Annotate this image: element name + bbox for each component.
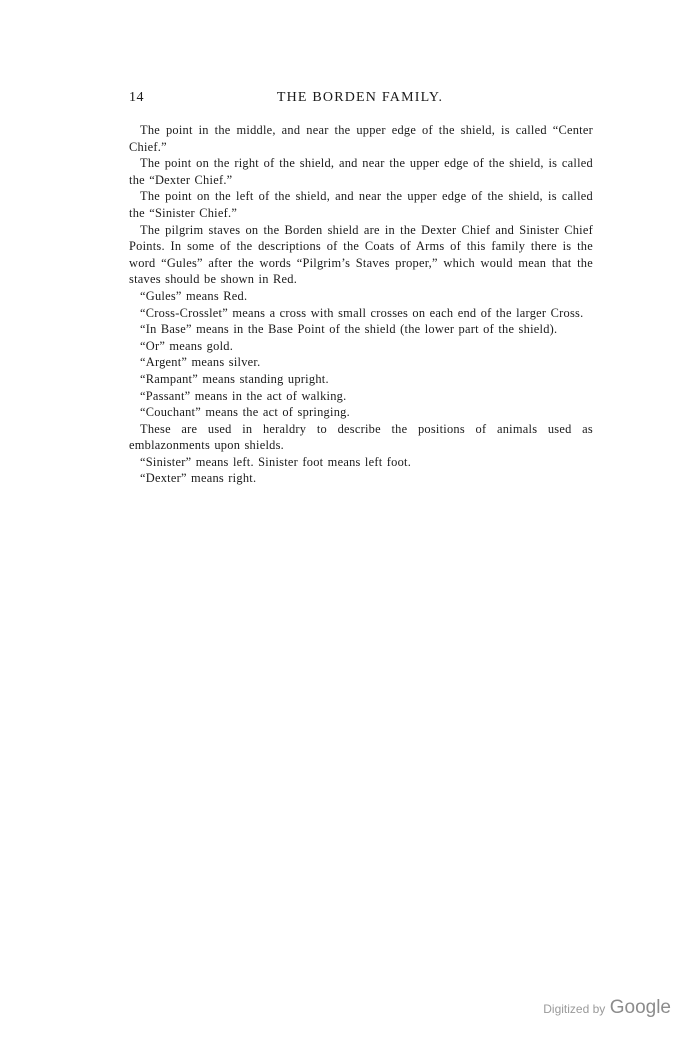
- paragraph-rampant: “Rampant” means standing upright.: [140, 371, 329, 386]
- digitized-watermark: [543, 997, 671, 1019]
- paragraph-heraldry-usage: These are used in heraldry to describe the positions of animals used as emblazonments upon shields.: [129, 421, 593, 453]
- paragraph-dexter: “Dexter” means right.: [140, 471, 257, 486]
- paragraph-or: “Or” means gold.: [140, 338, 234, 353]
- paragraph-gules: “Gules” means Red.: [140, 288, 248, 303]
- paragraph-passant: “Passant” means in the act of walking.: [140, 388, 347, 403]
- paragraph-couchant: “Couchant” means the act of springing.: [140, 405, 350, 420]
- paragraph-sinister: “Sinister” means left. Sinister foot means left foot.: [140, 454, 412, 469]
- paragraph-dexter-chief: The point on the right of the shield, and near the upper edge of the shield, is called the “Dexter Chief.”: [129, 156, 593, 187]
- paragraph-in-base: “In Base” means in the Base Point of the shield (the lower part of the shield).: [140, 322, 558, 337]
- body-text: [129, 122, 593, 487]
- running-head: THE BORDEN FAMILY.: [276, 90, 444, 105]
- paragraph-cross-crosslet: “Cross-Crosslet” means a cross with small crosses on each end of the larger Cross.: [140, 305, 584, 320]
- google-logo: Google: [609, 997, 671, 1018]
- paragraph-argent: “Argent” means silver.: [140, 355, 261, 370]
- watermark-prefix: Digitized by: [543, 1002, 606, 1016]
- page-number: 14: [129, 90, 144, 105]
- paragraph-sinister-chief: The point on the left of the shield, and near the upper edge of the shield, is called the “Sinister Chief.”: [129, 189, 593, 220]
- paragraph-center-chief: The point in the middle, and near the upper edge of the shield, is called “Center Chief.”: [129, 123, 593, 154]
- paragraph-pilgrim-staves: The pilgrim staves on the Borden shield are in the Dexter Chief and Sinister Chief Points. In some of the descriptions of the Coats of Arms of this family there is the word “Gules” after the words “Pilgrim’s Staves proper,” which would mean that the staves should be shown in Red.: [129, 222, 593, 287]
